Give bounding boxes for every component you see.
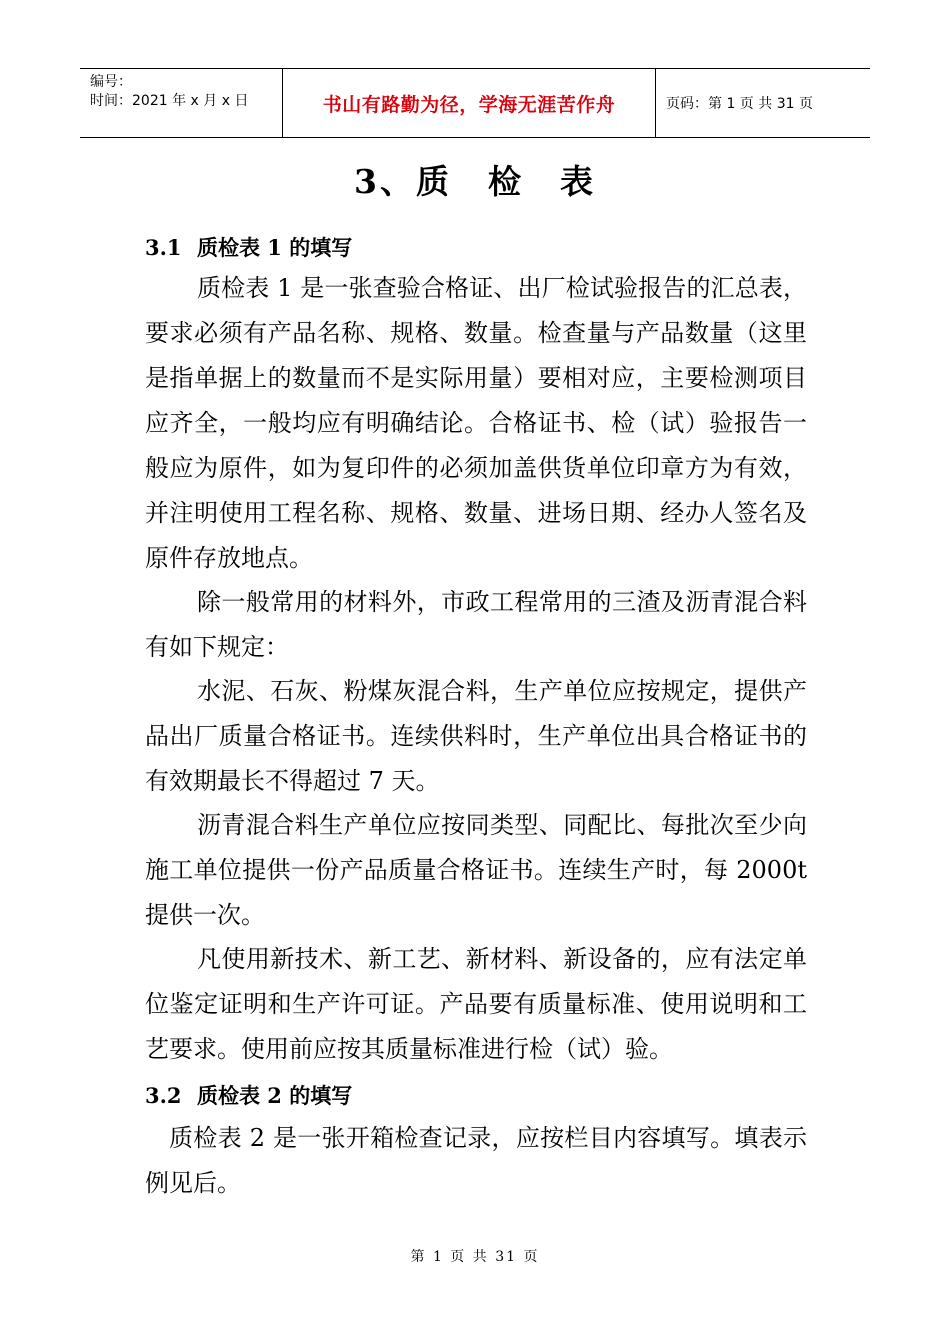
- paragraph: 水泥、石灰、粉煤灰混合料，生产单位应按规定，提供产品出厂质量合格证书。连续供料时，生产单位出具合格证书的有效期最长不得超过 7 天。: [145, 677, 807, 795]
- section-number: 3.1: [145, 235, 182, 260]
- page-footer: 第 1 页 共 31 页: [410, 1249, 540, 1265]
- section-heading-3-2: [145, 1080, 352, 1110]
- paragraph: 沥青混合料生产单位应按同类型、同配比、每批次至少向施工单位提供一份产品质量合格证书。连续生产时，每 2000t 提供一次。: [145, 811, 807, 929]
- page-header: [80, 68, 870, 138]
- paragraph: 除一般常用的材料外，市政工程常用的三渣及沥青混合料有如下规定：: [145, 588, 807, 661]
- section-title: 质检表 1 的填写: [197, 235, 353, 260]
- section-number: 3.2: [145, 1083, 182, 1108]
- header-motto-cell: [282, 69, 656, 137]
- section-title: 质检表 2 的填写: [197, 1083, 353, 1108]
- header-meta: [80, 69, 282, 137]
- document-number-label: 编号：: [90, 74, 132, 90]
- paragraph: 质检表 1 是一张查验合格证、出厂检试验报告的汇总表，要求必须有产品名称、规格、数量。检查量与产品数量（这里是指单据上的数量而不是实际用量）要相对应，主要检测项目应齐全，一般均应有明确结论。合格证书、检（试）验报告一般应为原件，如为复印件的必须加盖供货单位印章方为有效，并注明使用工程名称、规格、数量、进场日期、经办人签名及原件存放地点。: [145, 274, 807, 572]
- document-title: 3、质 检 表: [354, 162, 596, 201]
- header-page-info: 页码：第 1 页 共 31 页: [666, 96, 813, 112]
- document-time: 时间：2021 年 x 月 x 日: [90, 93, 249, 109]
- header-motto: 书山有路勤为径，学海无涯苦作舟: [322, 93, 616, 116]
- section-heading-3-1: [145, 232, 352, 262]
- paragraph: 质检表 2 是一张开箱检查记录，应按栏目内容填写。填表示例见后。: [145, 1124, 807, 1197]
- paragraph: 凡使用新技术、新工艺、新材料、新设备的，应有法定单位鉴定证明和生产许可证。产品要有质量标准、使用说明和工艺要求。使用前应按其质量标准进行检（试）验。: [145, 945, 807, 1063]
